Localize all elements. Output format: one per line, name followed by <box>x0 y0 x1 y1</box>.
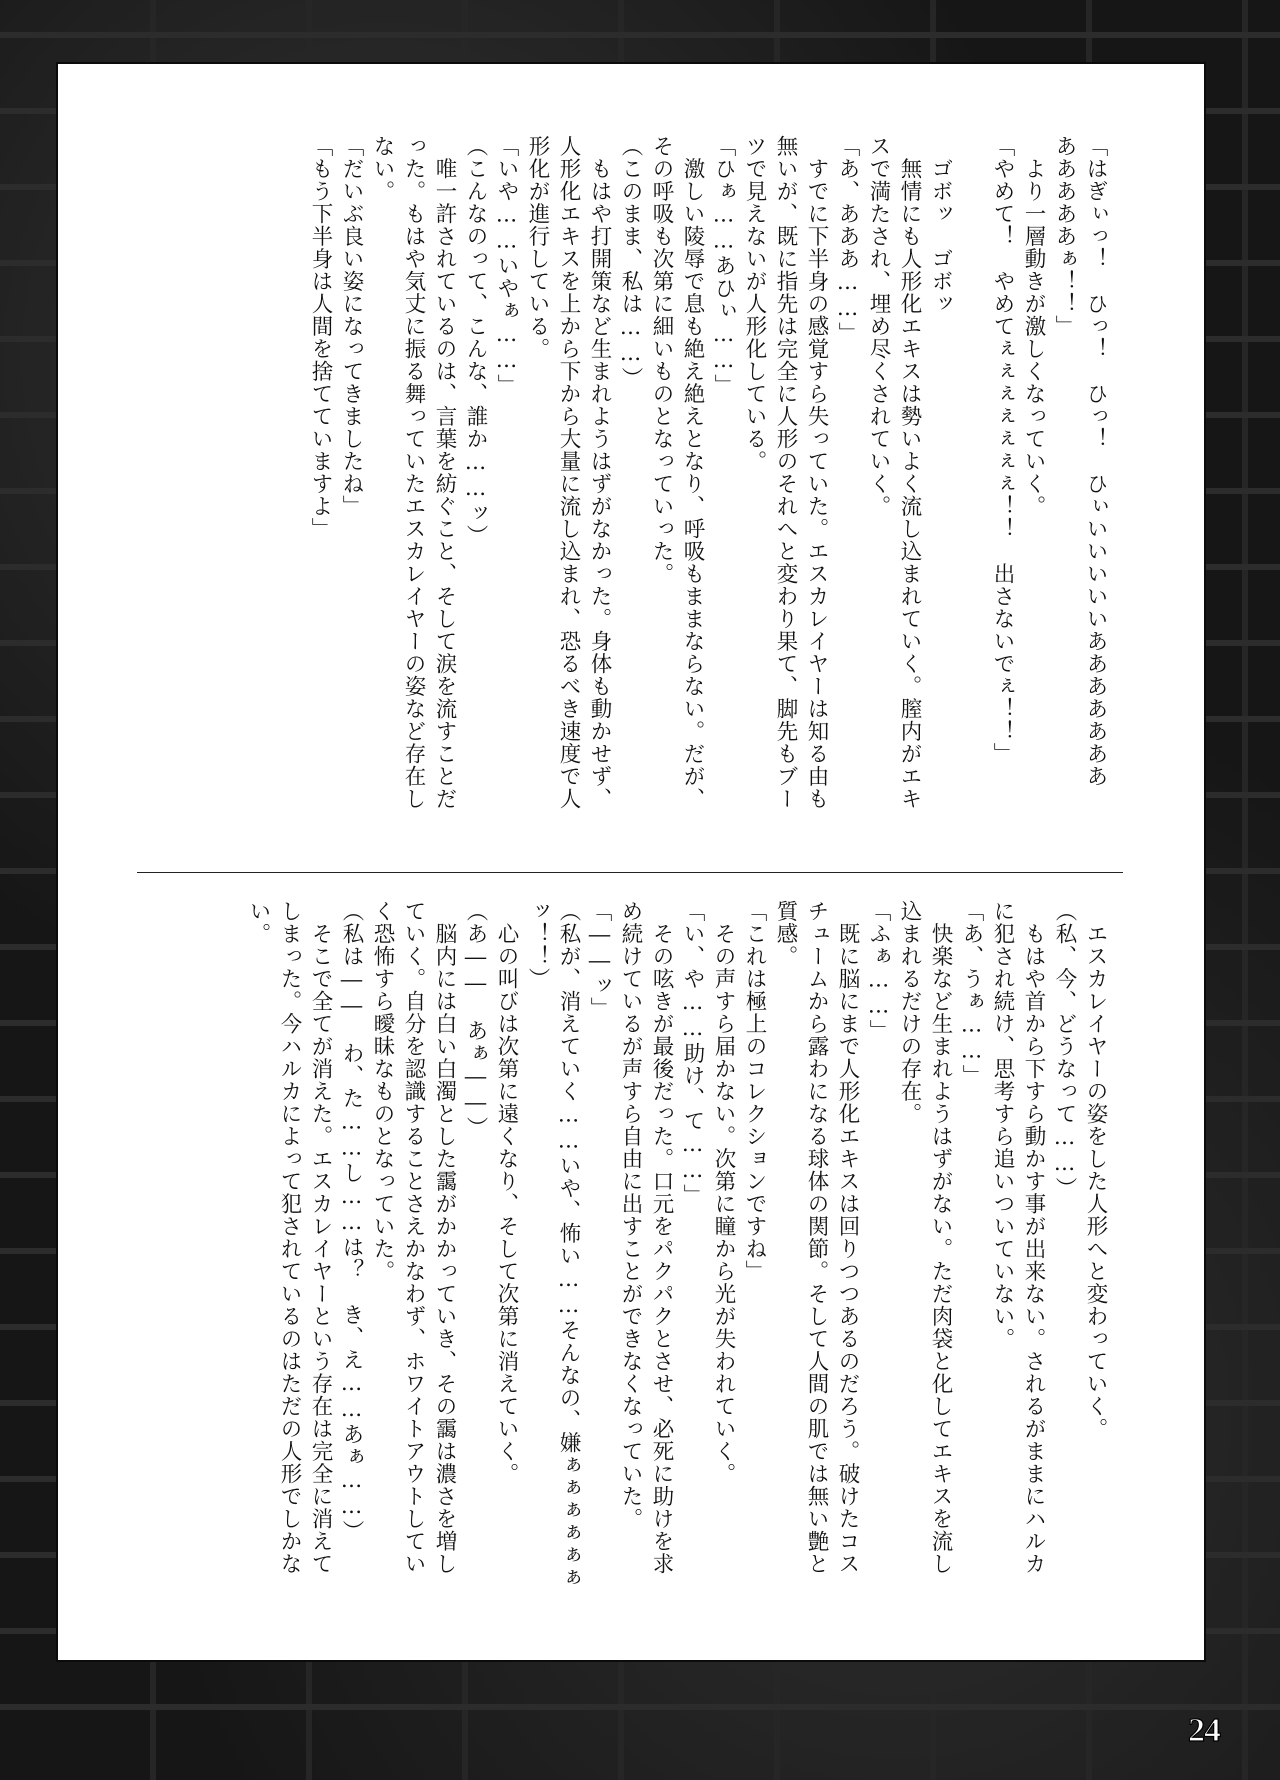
text-line: 無情にも人形化エキスは勢いよく流し込まれていく。膣内がエキ <box>897 135 922 810</box>
text-line: 既に脳にまで人形化エキスは回りつつあるのだろう。破けたコス <box>835 900 860 1575</box>
text-line: ッ！！） <box>525 900 550 990</box>
text-line: 「ふぁ……」 <box>866 900 891 1042</box>
text-line: 「い、や……助け、て……」 <box>680 900 705 1207</box>
text-line: 「あ、あああ……」 <box>835 135 860 345</box>
text-line: 「はぎぃっ！ ひっ！ ひっ！ ひぃいいいいいあああああああ <box>1083 135 1108 788</box>
text-line: 人形化エキスを上から下から大量に流し込まれ、恐るべき速度で人 <box>556 135 581 810</box>
text-line: 形化が進行している。 <box>525 135 550 360</box>
text-line: 激しい陵辱で息も絶え絶えとなり、呼吸もままならない。だが、 <box>680 135 705 810</box>
text-line: スで満たされ、埋め尽くされていく。 <box>866 135 891 518</box>
text-line: 「いや……いやぁ……」 <box>494 135 519 397</box>
text-line: 「やめて！ やめてぇぇぇぇぇぇぇ！！ 出さないでぇ！！」 <box>990 135 1015 765</box>
text-line: 無いが、既に指先は完全に人形のそれへと変わり果て、脚先もブー <box>773 135 798 810</box>
text-line: ゴボッ ゴボッ <box>928 135 953 315</box>
text-line: その呟きが最後だった。口元をパクパクとさせ、必死に助けを求 <box>649 900 674 1575</box>
text-line: 唯一許されているのは、言葉を紡ぐこと、そして涙を流すことだ <box>432 135 457 810</box>
text-line: 「もう下半身は人間を捨てていますよ」 <box>308 135 333 540</box>
text-line: （こんなのって、こんな、誰か……ッ） <box>463 135 488 547</box>
text-line: 快楽など生まれようはずがない。ただ肉袋と化してエキスを流し <box>928 900 953 1575</box>
text-line: チュームから露わになる球体の関節。そして人間の肌では無い艶と <box>804 900 829 1575</box>
text-line: （私、今、どうなって……） <box>1052 900 1077 1200</box>
text-line: 「だいぶ良い姿になってきましたね」 <box>339 135 364 518</box>
text-line: エスカレイヤーの姿をした人形へと変わっていく。 <box>1083 900 1108 1440</box>
text-line: （私は―― わ、た……し……は？ き、え……あぁ……） <box>339 900 364 1543</box>
text-line: その声すら届かない。次第に瞳から光が失われていく。 <box>711 900 736 1485</box>
text-line: ツで見えないが人形化している。 <box>742 135 767 473</box>
text-line: く恐怖すら曖昧なものとなっていた。 <box>370 900 395 1283</box>
text-line: （私が、消えていく……いや、怖い……そんなの、嫌ぁぁぁぁぁぁ <box>556 900 581 1589</box>
text-line: ていく。自分を認識することさえかなわず、ホワイトアウトしてい <box>401 900 426 1575</box>
text-line <box>956 135 987 857</box>
text-line: 「あ、うぁ……」 <box>959 900 984 1087</box>
text-line: あああああぁ！！」 <box>1052 135 1077 338</box>
text-block-bottom <box>111 900 1111 1600</box>
text-line: その呼吸も次第に細いものとなっていった。 <box>649 135 674 585</box>
text-line: 質感。 <box>773 900 798 968</box>
text-line: （あ―― あぁ――） <box>463 900 488 1139</box>
text-line: もはや首から下すら動かす事が出来ない。されるがままにハルカ <box>1021 900 1046 1575</box>
page-number: 24 <box>1188 1712 1220 1749</box>
text-line: め続けているが声すら自由に出すことができなくなっていた。 <box>618 900 643 1530</box>
text-line: もはや打開策など生まれようはずがなかった。身体も動かせず、 <box>587 135 612 810</box>
text-line: 心の叫びは次第に遠くなり、そして次第に消えていく。 <box>494 900 519 1485</box>
text-line: った。もはや気丈に振る舞っていたエスカレイヤーの姿など存在し <box>401 135 426 810</box>
text-line: い。 <box>246 900 271 945</box>
text-line: 込まれるだけの存在。 <box>897 900 922 1125</box>
text-line: しまった。今ハルカによって犯されているのはただの人形でしかな <box>277 900 302 1575</box>
text-line: 「ひぁ……あひぃ……」 <box>711 135 736 397</box>
text-line: 「これは極上のコレクションですね」 <box>742 900 767 1283</box>
text-line: すでに下半身の感覚すら失っていた。エスカレイヤーは知る由も <box>804 135 829 810</box>
page-paper <box>58 64 1204 1660</box>
text-line: 脳内には白い白濁とした靄がかかっていき、その靄は濃さを増し <box>432 900 457 1575</box>
text-block-top <box>111 135 1111 857</box>
text-line: に犯され続け、思考すら追いついていない。 <box>990 900 1015 1350</box>
text-line: ない。 <box>370 135 395 203</box>
text-line: 「――ッ」 <box>587 900 612 1020</box>
text-line: （このまま、私は……） <box>618 135 643 390</box>
text-line: より一層動きが激しくなっていく。 <box>1021 135 1046 518</box>
section-divider <box>137 872 1123 873</box>
text-line: そこで全てが消えた。エスカレイヤーという存在は完全に消えて <box>308 900 333 1575</box>
